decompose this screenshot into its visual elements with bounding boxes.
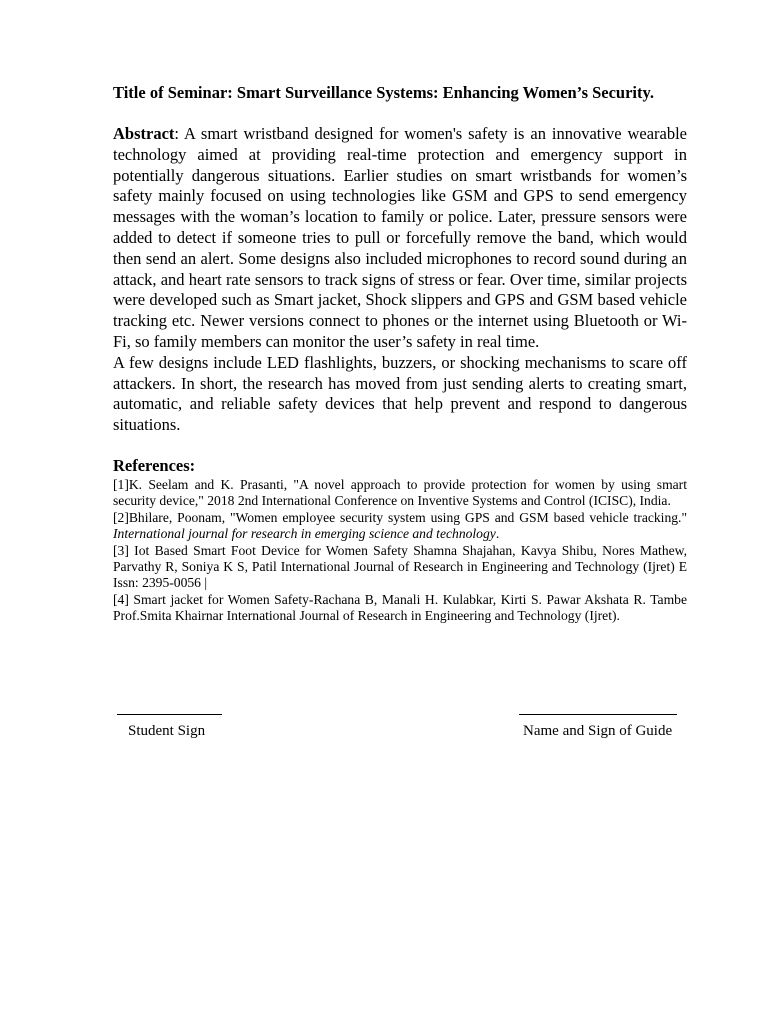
guide-sign-label: Name and Sign of Guide <box>523 723 673 739</box>
signature-block <box>0 704 768 754</box>
reference-2-main: [2]Bhilare, Poonam, "Women employee security system using GPS and GSM based vehicle tracking." <box>113 509 687 525</box>
reference-4: [4] Smart jacket for Women Safety-Rachana B, Manali H. Kulabkar, Kirti S. Pawar Akshata R. Tambe Prof.Smita Khairnar International Journal of Research in Engineering and Technology (Ijret). <box>113 591 687 624</box>
references-heading: References: <box>113 455 196 475</box>
document-body <box>113 82 687 625</box>
seminar-title: Title of Seminar: Smart Surveillance Systems: Enhancing Women’s Security. <box>113 83 654 102</box>
reference-2-end: . <box>495 526 500 542</box>
references-list <box>113 477 687 625</box>
abstract-section <box>113 124 687 436</box>
reference-2 <box>113 510 687 543</box>
abstract-label: Abstract <box>113 124 175 143</box>
abstract-paragraph-2: A few designs include LED flashlights, buzzers, or shocking mechanisms to scare off attackers. In short, the research has moved from just sending alerts to creating smart, automatic, and reliable safety devices that help prevent and respond to dangerous situations. <box>113 352 687 435</box>
student-sign-label: Student Sign <box>128 723 206 739</box>
reference-2-journal: International journal for research in emerging science and technology <box>113 526 496 542</box>
abstract-paragraph-1 <box>113 124 687 353</box>
abstract-text-1: : A smart wristband designed for women's safety is an innovative wearable technology aimed at providing real-time protection and emergency support in potentially dangerous situations. Earlier studies on smart wristbands for women’s safety mainly focused on using technologies like GSM and GPS to send emergency messages with the woman’s location to family or police. Later, pressure sensors were added to detect if someone tries to pull or forcefully remove the band, which would then send an alert. Some designs also included microphones to record sound during an attack, and heart rate sensors to track signs of stress or fear. Over time, similar projects were developed such as Smart jacket, Shock slippers and GPS and GSM based vehicle tracking etc. Newer versions connect to phones or the internet using Bluetooth or Wi-Fi, so family members can monitor the user’s safety in real time. <box>113 124 687 351</box>
guide-sign-line <box>519 714 677 715</box>
reference-1: [1]K. Seelam and K. Prasanti, "A novel approach to provide protection for women by using smart security device," 2018 2nd International Conference on Inventive Systems and Control (ICISC), India. <box>113 476 687 509</box>
reference-3: [3] Iot Based Smart Foot Device for Women Safety Shamna Shajahan, Kavya Shibu, Nores Mathew, Parvathy R, Soniya K S, Patil International Journal of Research in Engineering and Technology (Ijret) E Issn: 2395-0056 | <box>113 542 687 591</box>
student-sign-line <box>117 714 222 715</box>
